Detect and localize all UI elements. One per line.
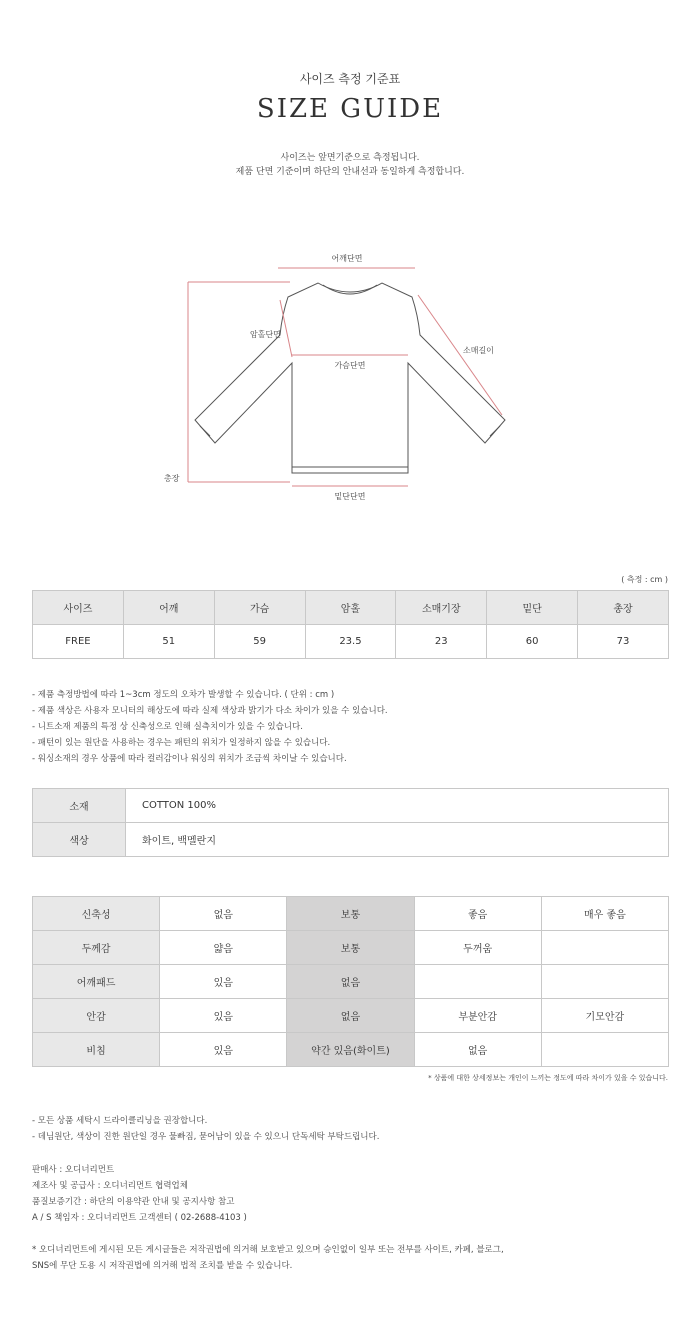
size-table-header-row [33,591,669,625]
note-line: - 니트소재 제품의 특정 상 신축성으로 인해 실측치이가 있을 수 있습니다. [32,722,303,732]
feel-option: 기모안감 [541,999,668,1033]
feel-label: 두께감 [33,931,160,965]
feel-option-selected: 없음 [287,965,414,999]
feel-option: 얇음 [160,931,287,965]
garment-measurement-diagram [150,245,550,510]
size-cell: 73 [578,625,669,659]
size-header-cell: 가슴 [214,591,305,625]
size-header-cell: 소매기장 [396,591,487,625]
label-sleeve: 소매길이 [463,346,494,355]
seller-line: 제조사 및 공급사 : 오디너리먼트 협력업체 [32,1181,188,1191]
label-hem: 밑단단면 [334,492,366,501]
size-header-cell: 사이즈 [33,591,124,625]
feel-option [541,1033,668,1067]
label-armhole: 암홀단면 [250,330,281,339]
seller-line: 품질보증기간 : 하단의 이용약관 안내 및 공지사항 참고 [32,1197,235,1207]
feel-option: 있음 [160,1033,287,1067]
care-line: - 모든 상품 세탁시 드라이클리닝을 권장합니다. [32,1116,208,1126]
feel-option: 없음 [160,897,287,931]
feel-option: 있음 [160,999,287,1033]
feel-label: 어깨패드 [33,965,160,999]
size-cell: FREE [33,625,124,659]
material-row [33,823,669,857]
intro-line: 제품 단면 기준이며 하단의 안내선과 동일하게 측정합니다. [235,167,465,177]
page-title-english: SIZE GUIDE [256,94,444,124]
size-cell: 51 [123,625,214,659]
feel-option-selected: 없음 [287,999,414,1033]
feel-option [414,965,541,999]
seller-line: A / S 책임자 : 오디너리먼트 고객센터 ( 02-2688-4103 ) [32,1213,247,1223]
material-value: 화이트, 백멜란지 [126,823,669,857]
feel-option-selected: 보통 [287,897,414,931]
feel-row [33,999,669,1033]
size-cell: 23.5 [305,625,396,659]
material-table [32,788,669,857]
feel-label: 신축성 [33,897,160,931]
note-line: - 제품 색상은 사용자 모니터의 해상도에 따라 실제 색상과 밝기가 다소 차이가 있을 수 있습니다. [32,706,388,716]
material-label: 소재 [33,789,126,823]
sleeve-line [418,295,502,415]
label-chest: 가슴단면 [334,361,366,370]
size-header-cell: 암홀 [305,591,396,625]
feel-option: 있음 [160,965,287,999]
feel-option: 부분안감 [414,999,541,1033]
page-title-korean: 사이즈 측정 기준표 [299,72,401,86]
measurement-lines [188,268,502,486]
feel-option [541,931,668,965]
feel-row [33,897,669,931]
note-line: - 패턴이 있는 원단을 사용하는 경우는 패턴의 위치가 일정하지 않을 수 있습니다. [32,738,331,748]
size-cell: 60 [487,625,578,659]
feel-option: 없음 [414,1033,541,1067]
copyright-line: SNS에 무단 도용 시 저작권법에 의거해 법적 조치를 받을 수 있습니다. [32,1261,293,1271]
intro-line: 사이즈는 앞면기준으로 측정됩니다. [280,153,420,163]
note-line: - 제품 측정방법에 따라 1~3cm 정도의 오차가 발생할 수 있습니다. ( 단위 : cm ) [32,690,335,700]
size-table-row [33,625,669,659]
material-row [33,789,669,823]
feel-option: 매우 좋음 [541,897,668,931]
seller-line: 판매사 : 오디너리먼트 [32,1165,115,1175]
unit-note: ( 측정 : cm ) [621,575,668,584]
feel-label: 비침 [33,1033,160,1067]
label-length: 총장 [164,474,180,483]
label-shoulder: 어깨단면 [331,254,363,263]
feel-row [33,1033,669,1067]
copyright-line: * 오디너리먼트에 게시된 모든 게시글들은 저작권법에 의거해 보호받고 있으며 승인없이 일부 또는 전부를 사이트, 카페, 블로그, [32,1245,504,1255]
armhole-line [280,300,292,357]
feel-table-note: * 상품에 대한 상세정보는 개인이 느끼는 정도에 따라 차이가 있을 수 있습니다. [428,1074,668,1082]
feel-row [33,965,669,999]
care-line: - 데님원단, 색상이 진한 원단일 경우 물빠짐, 묻어남이 있을 수 있으니 단독세탁 부탁드립니다. [32,1132,380,1142]
feel-label: 안감 [33,999,160,1033]
size-header-cell: 밑단 [487,591,578,625]
feel-option [541,965,668,999]
size-cell: 59 [214,625,305,659]
feel-row [33,931,669,965]
size-header-cell: 어깨 [123,591,214,625]
feel-option: 좋음 [414,897,541,931]
material-value: COTTON 100% [126,789,669,823]
fabric-feel-table [32,896,669,1067]
sweater-outline [195,283,505,473]
size-cell: 23 [396,625,487,659]
size-header-cell: 총장 [578,591,669,625]
feel-option-selected: 약간 있음(화이트) [287,1033,414,1067]
size-table [32,590,669,659]
note-line: - 워싱소재의 경우 상품에 따라 컬러감이나 워싱의 위치가 조금씩 차이날 수 있습니다. [32,754,347,764]
feel-option: 두꺼움 [414,931,541,965]
feel-option-selected: 보통 [287,931,414,965]
material-label: 색상 [33,823,126,857]
